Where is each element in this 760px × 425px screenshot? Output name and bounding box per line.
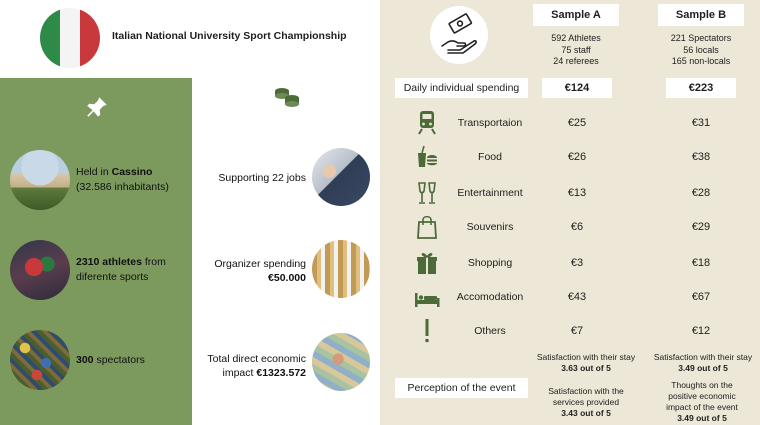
sample-b-satisfaction-stay: Satisfaction with their stay 3.49 out of 5 bbox=[653, 352, 753, 374]
impact-total: Total direct economic impact €1323.572 bbox=[207, 353, 306, 380]
impact-organizer: Organizer spending €50.000 bbox=[214, 258, 306, 285]
impact-jobs: Supporting 22 jobs bbox=[218, 172, 306, 184]
daily-spending-label: Daily individual spending bbox=[395, 78, 528, 98]
fact-location: Held in Cassino (32.586 inhabitants) bbox=[10, 150, 169, 210]
category-shopping-label: Shopping bbox=[467, 257, 513, 269]
sample-b-others-value: €12 bbox=[691, 325, 711, 337]
gift-icon bbox=[414, 250, 440, 276]
coin-stacks-photo bbox=[312, 240, 370, 298]
italy-flag bbox=[40, 8, 100, 68]
pushpin-icon bbox=[84, 94, 110, 120]
sample-a-satisfaction-services: Satisfaction with the services provided 3.43 out of 5 bbox=[548, 386, 624, 419]
fact-athletes: 2310 athletes from diferente sports bbox=[10, 240, 186, 300]
sample-a-entertainment-value: €13 bbox=[567, 187, 587, 199]
sample-b-food-value: €38 bbox=[691, 151, 711, 163]
sample-b-entertainment-value: €28 bbox=[691, 187, 711, 199]
category-accommodation-label: Accomodation bbox=[456, 291, 524, 303]
banknotes-photo bbox=[312, 333, 370, 391]
perception-label: Perception of the event bbox=[395, 378, 528, 398]
sample-b-economic-impact-perception: Thoughts on the positive economic impact of the event 3.49 out of 5 bbox=[666, 380, 738, 424]
sample-b-shopping-value: €18 bbox=[691, 257, 711, 269]
train-icon bbox=[414, 109, 440, 135]
crowd-photo bbox=[10, 330, 70, 390]
cassino-town-photo bbox=[10, 150, 70, 210]
exclamation-icon bbox=[414, 318, 440, 344]
event-facts-panel bbox=[0, 78, 192, 425]
sample-a-shopping-value: €3 bbox=[570, 257, 584, 269]
category-entertainment-label: Entertainment bbox=[457, 187, 523, 199]
sample-a-others-value: €7 bbox=[570, 325, 584, 337]
money-hand-icon bbox=[430, 6, 488, 64]
handshake-photo bbox=[312, 148, 370, 206]
sample-b-accommodation-value: €67 bbox=[691, 291, 711, 303]
sample-a-transport-value: €25 bbox=[567, 117, 587, 129]
fact-spectators: 300 spectators bbox=[10, 330, 145, 390]
coins-icon bbox=[273, 86, 301, 108]
page-title: Italian National University Sport Championship bbox=[112, 30, 347, 42]
category-others-label: Others bbox=[474, 325, 506, 337]
sample-b-info: 221 Spectators 56 locals 165 non-locals bbox=[670, 33, 732, 67]
sample-b-souvenirs-value: €29 bbox=[691, 221, 711, 233]
category-transport-label: Transportaion bbox=[457, 117, 523, 129]
sample-a-daily-value: €124 bbox=[542, 78, 612, 98]
bed-icon bbox=[414, 285, 440, 311]
category-souvenirs-label: Souvenirs bbox=[466, 221, 514, 233]
category-food-label: Food bbox=[478, 151, 502, 163]
bag-icon bbox=[414, 214, 440, 240]
sample-b-daily-value: €223 bbox=[666, 78, 736, 98]
sample-a-souvenirs-value: €6 bbox=[570, 221, 584, 233]
sample-b-transport-value: €31 bbox=[691, 117, 711, 129]
athlete-flag-photo bbox=[10, 240, 70, 300]
champagne-icon bbox=[414, 180, 440, 206]
money-hand-badge bbox=[430, 6, 488, 64]
sample-a-accommodation-value: €43 bbox=[567, 291, 587, 303]
sample-a-satisfaction-stay: Satisfaction with their stay 3.63 out of 5 bbox=[536, 352, 636, 374]
sample-a-food-value: €26 bbox=[567, 151, 587, 163]
sample-a-info: 592 Athletes 75 staff 24 referees bbox=[551, 33, 601, 67]
food-icon bbox=[414, 144, 440, 170]
sample-a-header: Sample A bbox=[533, 4, 619, 26]
sample-b-header: Sample B bbox=[658, 4, 744, 26]
